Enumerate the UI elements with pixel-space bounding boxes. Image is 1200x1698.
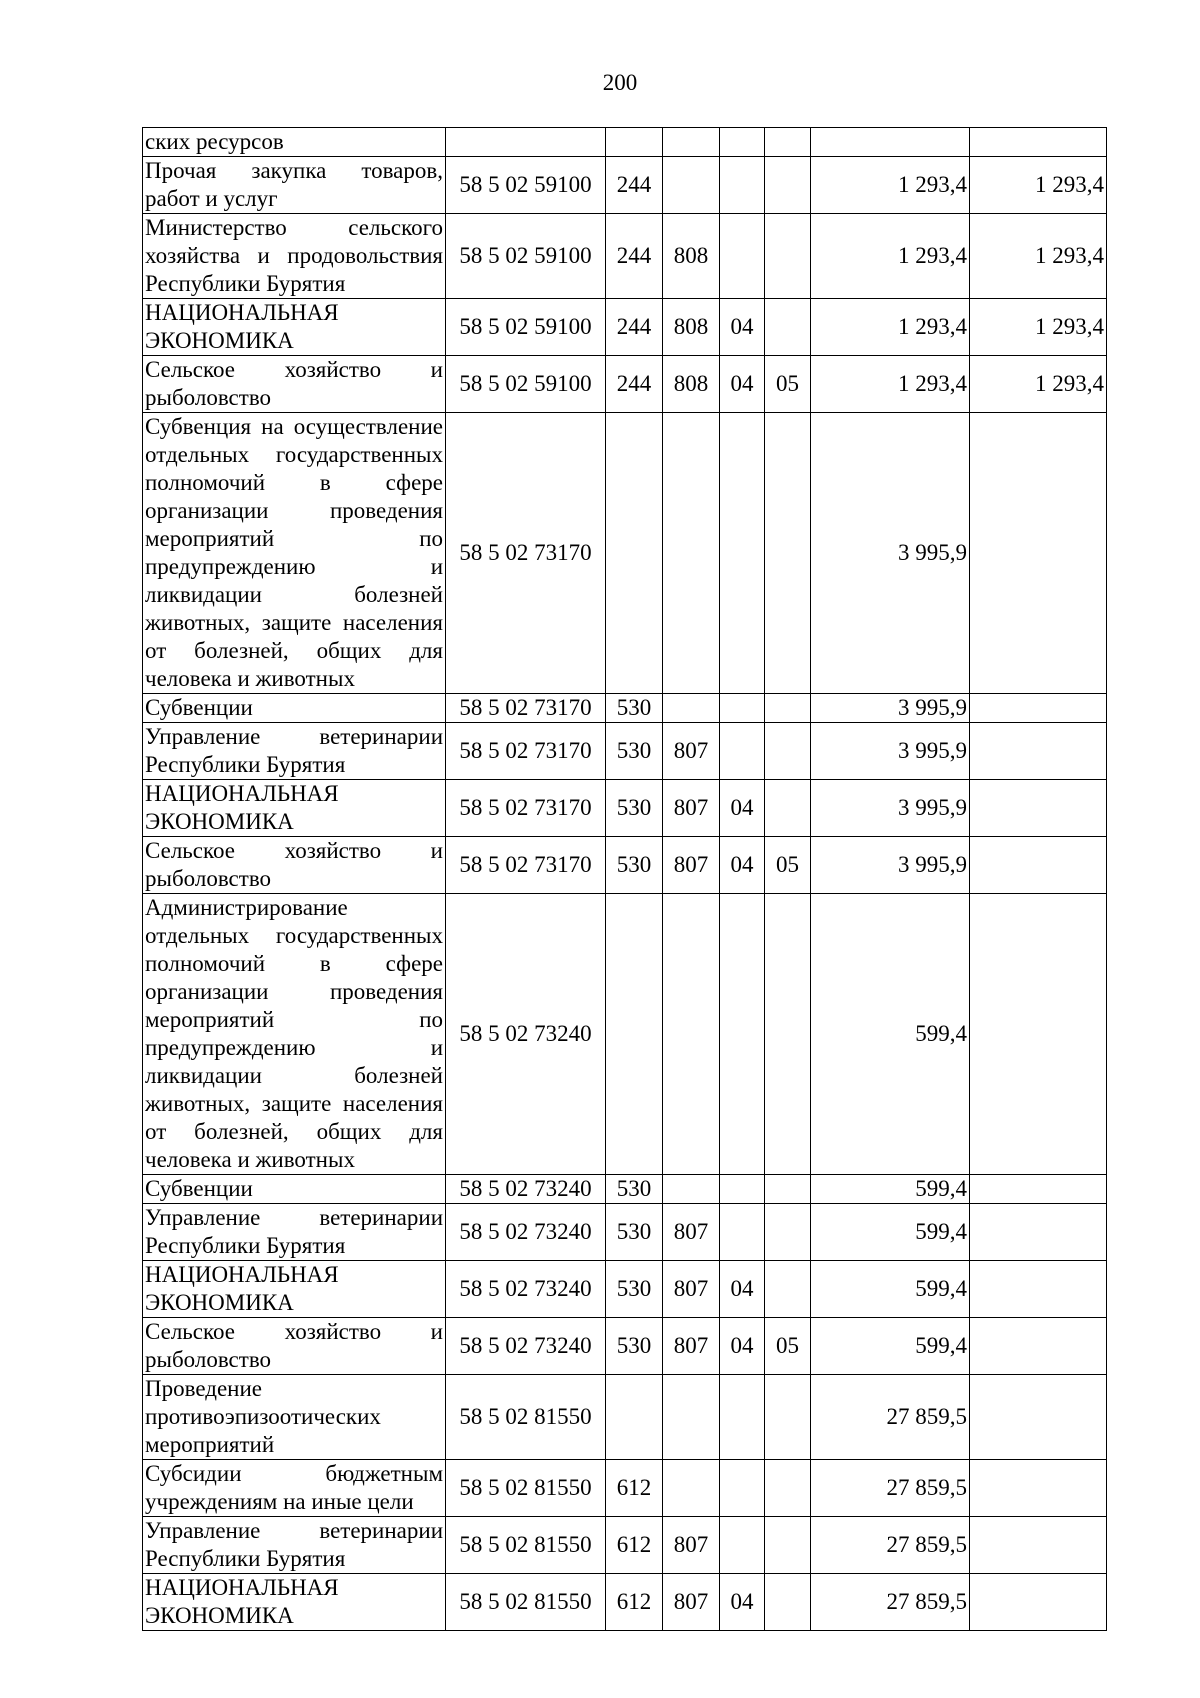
ministry-code-cell: 807 [663, 1517, 720, 1574]
ministry-code-cell [663, 1460, 720, 1517]
target-code-cell: 58 5 02 81550 [446, 1460, 606, 1517]
subsection-code-cell [765, 214, 811, 299]
amount-2-cell: 1 293,4 [970, 299, 1107, 356]
section-code-cell [720, 723, 765, 780]
target-code-cell: 58 5 02 59100 [446, 214, 606, 299]
amount-2-cell [970, 1204, 1107, 1261]
expense-type-code-cell [606, 128, 663, 157]
section-code-cell: 04 [720, 356, 765, 413]
row-name-cell: Сельское хозяйство и рыболовство [143, 356, 446, 413]
amount-2-cell [970, 1375, 1107, 1460]
table-row [143, 780, 1107, 837]
subsection-code-cell [765, 299, 811, 356]
target-code-cell: 58 5 02 73240 [446, 1175, 606, 1204]
subsection-code-cell [765, 1375, 811, 1460]
expense-type-code-cell: 530 [606, 1204, 663, 1261]
subsection-code-cell [765, 128, 811, 157]
amount-2-cell [970, 1318, 1107, 1375]
expense-type-code-cell: 244 [606, 299, 663, 356]
target-code-cell: 58 5 02 73240 [446, 1204, 606, 1261]
table-row [143, 1204, 1107, 1261]
section-code-cell [720, 894, 765, 1175]
amount-1-cell: 599,4 [811, 894, 970, 1175]
row-name-cell: НАЦИОНАЛЬНАЯ ЭКОНОМИКА [143, 299, 446, 356]
expense-type-code-cell: 612 [606, 1460, 663, 1517]
amount-1-cell: 1 293,4 [811, 214, 970, 299]
section-code-cell [720, 413, 765, 694]
subsection-code-cell [765, 413, 811, 694]
expense-type-code-cell [606, 894, 663, 1175]
ministry-code-cell: 808 [663, 356, 720, 413]
ministry-code-cell [663, 694, 720, 723]
amount-1-cell: 3 995,9 [811, 413, 970, 694]
target-code-cell: 58 5 02 59100 [446, 299, 606, 356]
amount-1-cell: 1 293,4 [811, 157, 970, 214]
section-code-cell: 04 [720, 837, 765, 894]
ministry-code-cell [663, 128, 720, 157]
expense-type-code-cell: 530 [606, 694, 663, 723]
amount-2-cell [970, 723, 1107, 780]
amount-1-cell: 599,4 [811, 1175, 970, 1204]
amount-1-cell: 27 859,5 [811, 1460, 970, 1517]
amount-1-cell: 599,4 [811, 1318, 970, 1375]
ministry-code-cell [663, 894, 720, 1175]
row-name-cell: Министерство сельского хозяйства и продовольствия Республики Бурятия [143, 214, 446, 299]
section-code-cell [720, 157, 765, 214]
subsection-code-cell [765, 1204, 811, 1261]
subsection-code-cell [765, 694, 811, 723]
target-code-cell: 58 5 02 73170 [446, 723, 606, 780]
section-code-cell [720, 214, 765, 299]
amount-1-cell: 27 859,5 [811, 1375, 970, 1460]
ministry-code-cell: 808 [663, 214, 720, 299]
amount-2-cell [970, 1261, 1107, 1318]
table-row [143, 128, 1107, 157]
amount-1-cell: 3 995,9 [811, 837, 970, 894]
subsection-code-cell: 05 [765, 1318, 811, 1375]
target-code-cell: 58 5 02 59100 [446, 356, 606, 413]
table-row [143, 1375, 1107, 1460]
expense-type-code-cell: 612 [606, 1574, 663, 1631]
table-row [143, 1175, 1107, 1204]
expense-type-code-cell: 530 [606, 780, 663, 837]
table-row [143, 1574, 1107, 1631]
amount-1-cell: 27 859,5 [811, 1517, 970, 1574]
budget-table [142, 127, 1107, 1631]
expense-type-code-cell: 530 [606, 1318, 663, 1375]
amount-2-cell: 1 293,4 [970, 356, 1107, 413]
section-code-cell [720, 128, 765, 157]
table-row [143, 1460, 1107, 1517]
target-code-cell: 58 5 02 73240 [446, 1261, 606, 1318]
section-code-cell: 04 [720, 1261, 765, 1318]
table-row [143, 723, 1107, 780]
row-name-cell: Управление ветеринарии Республики Бурятия [143, 1517, 446, 1574]
row-name-cell: Сельское хозяйство и рыболовство [143, 837, 446, 894]
amount-1-cell: 3 995,9 [811, 780, 970, 837]
table-row [143, 1261, 1107, 1318]
ministry-code-cell: 807 [663, 1318, 720, 1375]
expense-type-code-cell: 530 [606, 837, 663, 894]
ministry-code-cell: 807 [663, 723, 720, 780]
subsection-code-cell [765, 1460, 811, 1517]
subsection-code-cell [765, 157, 811, 214]
amount-1-cell: 599,4 [811, 1204, 970, 1261]
amount-2-cell [970, 1517, 1107, 1574]
row-name-cell: Субвенции [143, 1175, 446, 1204]
subsection-code-cell [765, 1574, 811, 1631]
table-row [143, 413, 1107, 694]
table-row [143, 894, 1107, 1175]
amount-1-cell [811, 128, 970, 157]
table-row [143, 299, 1107, 356]
row-name-cell: Прочая закупка товаров, работ и услуг [143, 157, 446, 214]
ministry-code-cell: 807 [663, 780, 720, 837]
ministry-code-cell: 807 [663, 1261, 720, 1318]
subsection-code-cell: 05 [765, 837, 811, 894]
table-row [143, 694, 1107, 723]
subsection-code-cell [765, 1261, 811, 1318]
table-row [143, 1517, 1107, 1574]
section-code-cell [720, 1517, 765, 1574]
subsection-code-cell [765, 1175, 811, 1204]
amount-2-cell [970, 1460, 1107, 1517]
subsection-code-cell [765, 723, 811, 780]
row-name-cell: ских ресурсов [143, 128, 446, 157]
expense-type-code-cell: 244 [606, 356, 663, 413]
amount-1-cell: 3 995,9 [811, 694, 970, 723]
ministry-code-cell [663, 413, 720, 694]
subsection-code-cell [765, 1517, 811, 1574]
target-code-cell: 58 5 02 81550 [446, 1375, 606, 1460]
amount-2-cell [970, 780, 1107, 837]
amount-2-cell [970, 1574, 1107, 1631]
subsection-code-cell [765, 780, 811, 837]
row-name-cell: Управление ветеринарии Республики Бурятия [143, 723, 446, 780]
table-row [143, 157, 1107, 214]
section-code-cell [720, 1375, 765, 1460]
ministry-code-cell: 807 [663, 1574, 720, 1631]
row-name-cell: Управление ветеринарии Республики Бурятия [143, 1204, 446, 1261]
amount-2-cell: 1 293,4 [970, 214, 1107, 299]
expense-type-code-cell: 244 [606, 214, 663, 299]
target-code-cell: 58 5 02 73240 [446, 894, 606, 1175]
target-code-cell: 58 5 02 73170 [446, 694, 606, 723]
row-name-cell: Субвенции [143, 694, 446, 723]
table-row [143, 214, 1107, 299]
row-name-cell: Субсидии бюджетным учреждениям на иные цели [143, 1460, 446, 1517]
target-code-cell: 58 5 02 81550 [446, 1574, 606, 1631]
target-code-cell: 58 5 02 81550 [446, 1517, 606, 1574]
amount-1-cell: 3 995,9 [811, 723, 970, 780]
ministry-code-cell [663, 1175, 720, 1204]
target-code-cell: 58 5 02 73240 [446, 1318, 606, 1375]
section-code-cell [720, 1460, 765, 1517]
expense-type-code-cell [606, 1375, 663, 1460]
target-code-cell: 58 5 02 73170 [446, 413, 606, 694]
target-code-cell: 58 5 02 59100 [446, 157, 606, 214]
table-row [143, 1318, 1107, 1375]
amount-2-cell [970, 128, 1107, 157]
row-name-cell: Субвенция на осуществление отдельных государственных полномочий в сфере организации проведения мероприятий по предупреждению и ликвидации болезней животных, защите населения от болезней, общих для человека и животных [143, 413, 446, 694]
row-name-cell: НАЦИОНАЛЬНАЯ ЭКОНОМИКА [143, 1574, 446, 1631]
row-name-cell: НАЦИОНАЛЬНАЯ ЭКОНОМИКА [143, 780, 446, 837]
section-code-cell [720, 1175, 765, 1204]
section-code-cell: 04 [720, 1574, 765, 1631]
subsection-code-cell [765, 894, 811, 1175]
target-code-cell [446, 128, 606, 157]
section-code-cell: 04 [720, 780, 765, 837]
amount-2-cell [970, 413, 1107, 694]
row-name-cell: Сельское хозяйство и рыболовство [143, 1318, 446, 1375]
expense-type-code-cell: 530 [606, 723, 663, 780]
section-code-cell: 04 [720, 1318, 765, 1375]
table-row [143, 356, 1107, 413]
amount-1-cell: 1 293,4 [811, 299, 970, 356]
amount-1-cell: 599,4 [811, 1261, 970, 1318]
target-code-cell: 58 5 02 73170 [446, 837, 606, 894]
expense-type-code-cell: 530 [606, 1175, 663, 1204]
amount-2-cell: 1 293,4 [970, 157, 1107, 214]
expense-type-code-cell: 244 [606, 157, 663, 214]
target-code-cell: 58 5 02 73170 [446, 780, 606, 837]
row-name-cell: Администрирование отдельных государственных полномочий в сфере организации проведения мероприятий по предупреждению и ликвидации болезней животных, защите населения от болезней, общих для человека и животных [143, 894, 446, 1175]
amount-2-cell [970, 894, 1107, 1175]
ministry-code-cell [663, 157, 720, 214]
amount-2-cell [970, 694, 1107, 723]
amount-2-cell [970, 837, 1107, 894]
table-row [143, 837, 1107, 894]
row-name-cell: Проведение противоэпизоотических мероприятий [143, 1375, 446, 1460]
section-code-cell: 04 [720, 299, 765, 356]
amount-1-cell: 27 859,5 [811, 1574, 970, 1631]
ministry-code-cell: 807 [663, 1204, 720, 1261]
amount-1-cell: 1 293,4 [811, 356, 970, 413]
ministry-code-cell: 808 [663, 299, 720, 356]
row-name-cell: НАЦИОНАЛЬНАЯ ЭКОНОМИКА [143, 1261, 446, 1318]
ministry-code-cell [663, 1375, 720, 1460]
expense-type-code-cell [606, 413, 663, 694]
page-number: 200 [602, 70, 638, 95]
expense-type-code-cell: 530 [606, 1261, 663, 1318]
expense-type-code-cell: 612 [606, 1517, 663, 1574]
section-code-cell [720, 1204, 765, 1261]
ministry-code-cell: 807 [663, 837, 720, 894]
subsection-code-cell: 05 [765, 356, 811, 413]
amount-2-cell [970, 1175, 1107, 1204]
section-code-cell [720, 694, 765, 723]
